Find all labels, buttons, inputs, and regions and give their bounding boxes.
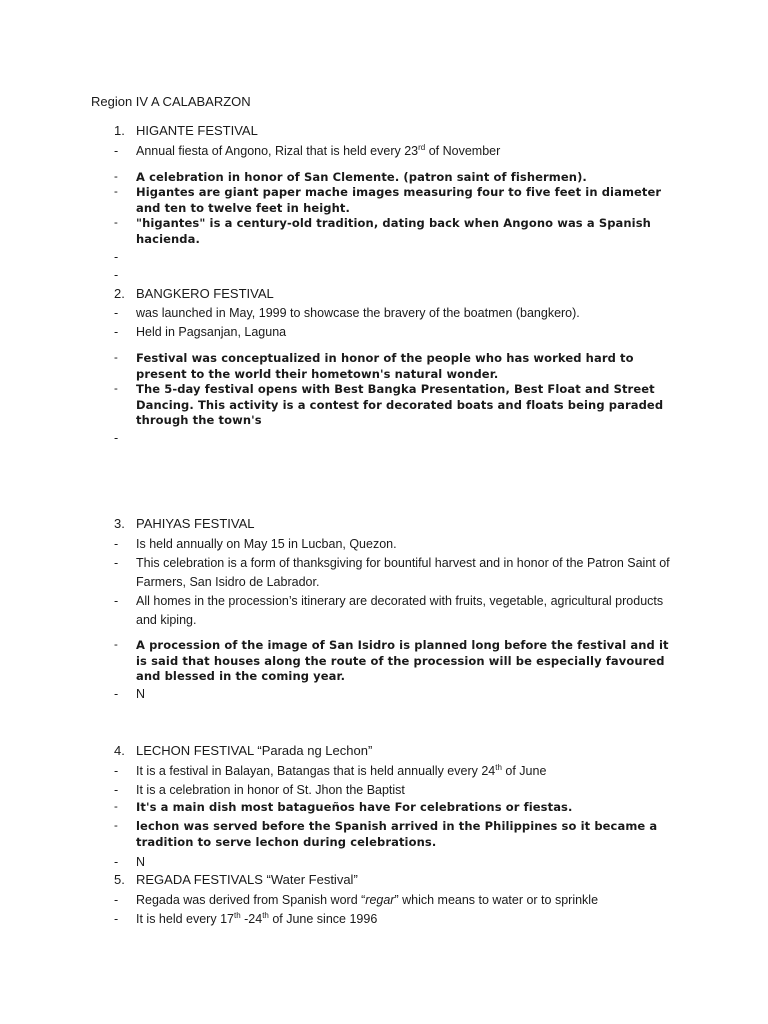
bullet-text: It is held every 17th -24th of June since 1996 <box>136 910 378 926</box>
bullet-item <box>114 304 676 323</box>
bullet-item <box>114 781 676 800</box>
bullet-dash: - <box>114 186 118 198</box>
bullet-dash: - <box>114 383 118 395</box>
bullet-dash: - <box>114 268 119 282</box>
bullet-text: N <box>136 855 146 869</box>
bullet-text: Regada was derived from Spanish word “regar” which means to water or to sprinkle <box>136 893 599 907</box>
bullet-text: Festival was conceptualized in honor of the people who has worked hard to present to the world their hometown's natural wonder. <box>136 351 634 381</box>
bullet-dash: - <box>114 639 118 651</box>
bullet-dash: - <box>114 250 119 264</box>
bullet-item <box>114 638 676 685</box>
bullet-text: All homes in the procession’s itinerary are decorated with fruits, vegetable, agricultural products and kiping. <box>136 594 664 627</box>
bullet-item <box>114 592 676 629</box>
bullet-dash: - <box>114 144 119 158</box>
bullet-item <box>114 535 676 554</box>
bullet-item <box>114 382 676 429</box>
bullet-dash: - <box>114 556 119 570</box>
bullet-text: Higantes are giant paper mache images measuring four to five feet in diameter and ten to twelve feet in height. <box>136 185 662 215</box>
bullet-text: The 5-day festival opens with Best Bangka Presentation, Best Float and Street Dancing. This activity is a contest for decorated boats and floats being paraded through the town's <box>136 382 664 427</box>
bullet-dash: - <box>114 783 119 797</box>
bullet-dash: - <box>114 594 119 608</box>
bullet-text: N <box>136 687 146 701</box>
section-heading: HIGANTE FESTIVAL <box>136 123 258 138</box>
bullet-dash: - <box>114 687 119 701</box>
section-number: 4. <box>114 743 125 758</box>
page-title: Region IV A CALABARZON <box>91 94 251 109</box>
bullet-dash: - <box>114 217 118 229</box>
bullet-item <box>114 216 676 247</box>
bullet-text: was launched in May, 1999 to showcase the bravery of the boatmen (bangkero). <box>136 306 580 320</box>
section-number: 2. <box>114 286 125 301</box>
bullet-text: Is held annually on May 15 in Lucban, Quezon. <box>136 537 397 551</box>
section-heading: REGADA FESTIVALS “Water Festival” <box>136 872 358 887</box>
bullet-text: This celebration is a form of thanksgiving for bountiful harvest and in honor of the Patron Saint of Farmers, San Isidro de Labrador. <box>136 556 670 589</box>
bullet-item <box>114 554 676 591</box>
bullet-item <box>114 891 676 910</box>
bullet-dash: - <box>114 764 119 778</box>
bullet-text: Held in Pagsanjan, Laguna <box>136 325 287 339</box>
bullet-text: A procession of the image of San Isidro is planned long before the festival and it is said that houses along the route of the procession will be especially favoured and blessed in the coming year. <box>136 638 669 683</box>
bullet-item <box>114 910 676 929</box>
bullet-dash: - <box>114 306 119 320</box>
bullet-dash: - <box>114 171 118 183</box>
bullet-text: It is a celebration in honor of St. Jhon the Baptist <box>136 783 405 797</box>
bullet-dash: - <box>114 325 119 339</box>
bullet-dash: - <box>114 537 119 551</box>
bullet-text: Annual fiesta of Angono, Rizal that is held every 23rd of November <box>136 142 501 158</box>
bullet-item <box>114 762 676 781</box>
section-number: 1. <box>114 123 125 138</box>
bullet-text: "higantes" is a century-old tradition, dating back when Angono was a Spanish hacienda. <box>136 216 651 246</box>
bullet-item <box>114 323 676 342</box>
bullet-text: It is a festival in Balayan, Batangas that is held annually every 24th of June <box>136 762 547 778</box>
bullet-dash: - <box>114 801 118 813</box>
bullet-dash: - <box>114 352 118 364</box>
bullet-item <box>114 170 676 186</box>
section-heading: PAHIYAS FESTIVAL <box>136 516 255 531</box>
bullet-text: lechon was served before the Spanish arrived in the Philippines so it became a tradition to serve lechon during celebrations. <box>136 819 658 849</box>
bullet-item <box>114 142 676 161</box>
bullet-item <box>114 800 676 816</box>
section-heading: LECHON FESTIVAL “Parada ng Lechon” <box>136 743 373 758</box>
bullet-text: A celebration in honor of San Clemente. (patron saint of fishermen). <box>136 170 587 184</box>
section-number: 3. <box>114 516 125 531</box>
bullet-item <box>114 685 676 704</box>
bullet-dash: - <box>114 431 119 445</box>
bullet-dash: - <box>114 893 119 907</box>
section-number: 5. <box>114 872 125 887</box>
bullet-dash: - <box>114 820 118 832</box>
bullet-item <box>114 351 676 382</box>
bullet-text: It's a main dish most batagueños have For celebrations or fiestas. <box>136 800 573 814</box>
bullet-dash: - <box>114 912 119 926</box>
bullet-item <box>114 853 676 872</box>
bullet-item <box>114 185 676 216</box>
bullet-item <box>114 819 676 850</box>
bullet-dash: - <box>114 855 119 869</box>
section-heading: BANGKERO FESTIVAL <box>136 286 274 301</box>
